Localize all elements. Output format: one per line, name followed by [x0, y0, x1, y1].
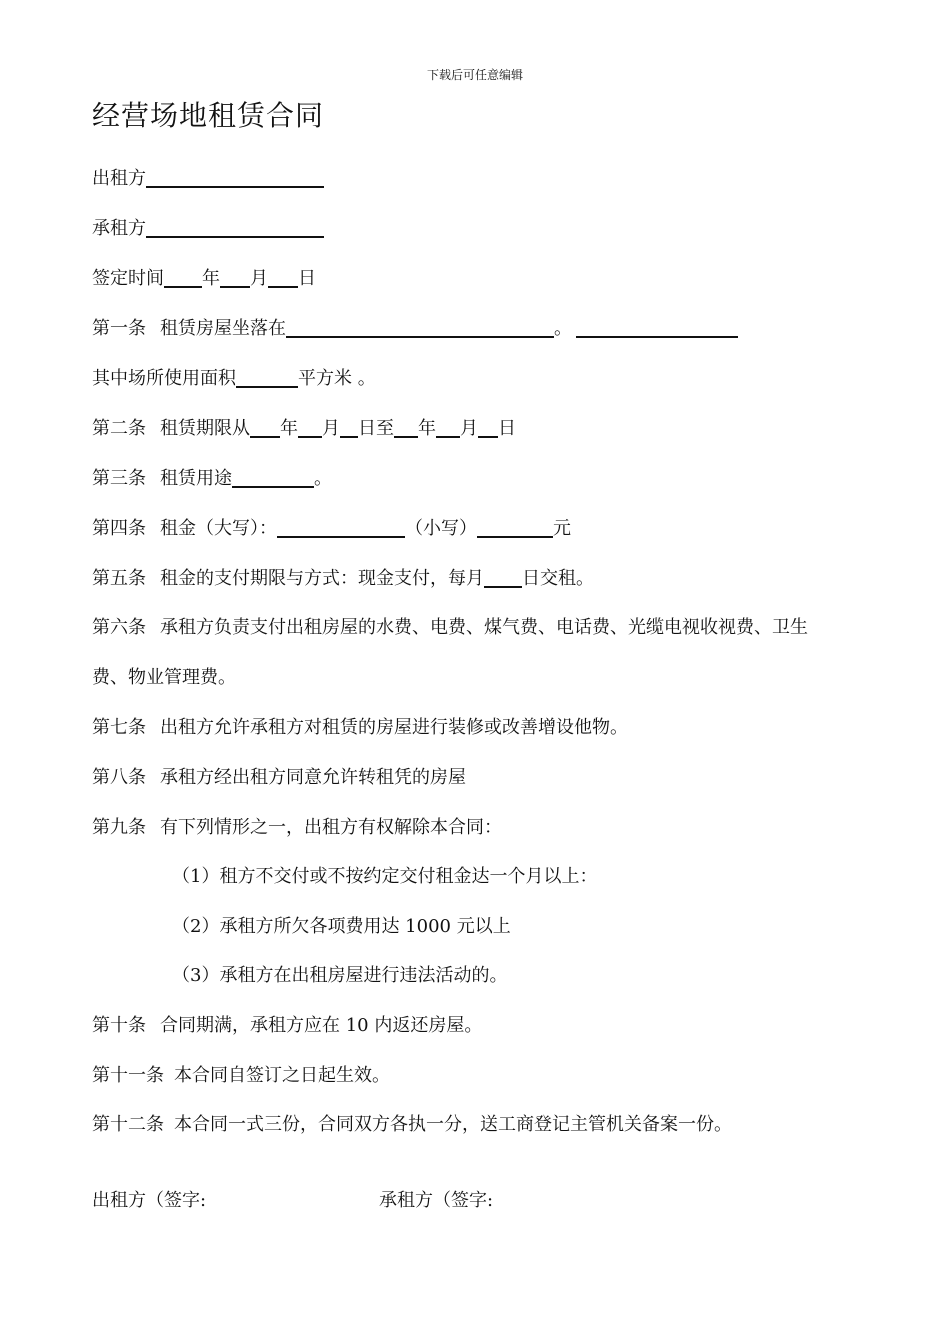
article-text: 租赁房屋坐落在 [160, 318, 286, 339]
blank-field [478, 416, 498, 438]
day-to-label: 日至 [358, 418, 394, 439]
article-number: 第二条 [92, 418, 146, 439]
blank-field [298, 416, 322, 438]
currency-unit: 元 [553, 518, 571, 539]
small-amount-label: （小写） [405, 518, 477, 539]
blank-field [340, 416, 358, 438]
article-text: 合同期满，承租方应在 10 内返还房屋。 [160, 1015, 483, 1036]
sign-date-label: 签定时间 [92, 268, 164, 289]
blank-field [164, 266, 202, 288]
lessee-signature: 承租方（签字: [379, 1190, 494, 1211]
article-9 [92, 813, 502, 839]
article-9-item-1: （1）租方不交付或不按约定交付租金达一个月以上： [172, 866, 598, 887]
blank-field [146, 166, 324, 188]
article-number: 第一条 [92, 318, 146, 339]
article-text-end: 日交租。 [522, 568, 594, 589]
article-text: 租金的支付期限与方式：现金支付，每月 [160, 568, 484, 589]
article-text: 租赁期限从 [160, 418, 250, 439]
blank-field [236, 366, 298, 388]
blank-field [146, 216, 324, 238]
article-number: 第十条 [92, 1015, 146, 1036]
blank-field [477, 516, 553, 538]
area-text: 其中场所使用面积 [92, 368, 236, 389]
article-number: 第七条 [92, 717, 146, 738]
article-11 [92, 1061, 390, 1087]
lessor-label: 出租方 [92, 168, 146, 189]
blank-field [250, 416, 280, 438]
day-label: 日 [298, 268, 316, 289]
article-number: 第十一条 [92, 1065, 164, 1086]
article-number: 第十二条 [92, 1114, 164, 1135]
article-12 [92, 1110, 732, 1136]
blank-field [268, 266, 298, 288]
year-label: 年 [418, 418, 436, 439]
blank-field [394, 416, 418, 438]
punctuation: 。 [314, 468, 332, 489]
month-label: 月 [250, 268, 268, 289]
article-text: 本合同自签订之日起生效。 [174, 1065, 390, 1086]
article-3 [92, 464, 332, 490]
article-number: 第八条 [92, 767, 146, 788]
article-8 [92, 763, 466, 789]
sign-date-line [92, 264, 316, 290]
article-number: 第九条 [92, 817, 146, 838]
article-text: 出租方允许承租方对租赁的房屋进行装修或改善增设他物。 [160, 717, 628, 738]
article-number: 第三条 [92, 468, 146, 489]
article-text: 本合同一式三份，合同双方各执一分，送工商登记主管机关备案一份。 [174, 1114, 732, 1135]
lessor-signature: 出租方（签字: [92, 1190, 207, 1211]
lessee-label: 承租方 [92, 218, 146, 239]
article-5 [92, 564, 594, 590]
article-text: 租金（大写）： [160, 518, 277, 539]
blank-field [232, 466, 314, 488]
blank-field [220, 266, 250, 288]
blank-field [436, 416, 460, 438]
month-label: 月 [322, 418, 340, 439]
blank-field [576, 316, 738, 338]
article-1 [92, 314, 738, 340]
punctuation: 。 [554, 318, 572, 339]
article-4 [92, 514, 571, 540]
article-number: 第四条 [92, 518, 146, 539]
article-9-item-2: （2）承租方所欠各项费用达 1000 元以上 [172, 916, 511, 937]
article-number: 第六条 [92, 617, 146, 638]
year-label: 年 [280, 418, 298, 439]
article-1-area [92, 364, 376, 390]
article-7 [92, 713, 628, 739]
year-label: 年 [202, 268, 220, 289]
document-title: 经营场地租赁合同 [92, 99, 325, 132]
area-unit: 平方米 。 [298, 368, 376, 389]
article-6 [92, 613, 808, 639]
lessor-line [92, 164, 324, 190]
article-text: 承租方负责支付出租房屋的水费、电费、煤气费、电话费、光缆电视收视费、卫生 [160, 617, 808, 638]
blank-field [286, 316, 554, 338]
article-text: 租赁用途 [160, 468, 232, 489]
blank-field [277, 516, 405, 538]
article-10 [92, 1011, 482, 1037]
article-text: 承租方经出租方同意允许转租凭的房屋 [160, 767, 466, 788]
article-number: 第五条 [92, 568, 146, 589]
blank-field [484, 566, 522, 588]
day-label: 日 [498, 418, 516, 439]
article-2 [92, 414, 516, 440]
page-header: 下载后可任意编辑 [426, 68, 523, 82]
lessee-line [92, 214, 324, 240]
article-text: 有下列情形之一，出租方有权解除本合同： [160, 817, 502, 838]
month-label: 月 [460, 418, 478, 439]
article-6-continued: 费、物业管理费。 [92, 667, 236, 688]
article-9-item-3: （3）承租方在出租房屋进行违法活动的。 [172, 965, 508, 986]
